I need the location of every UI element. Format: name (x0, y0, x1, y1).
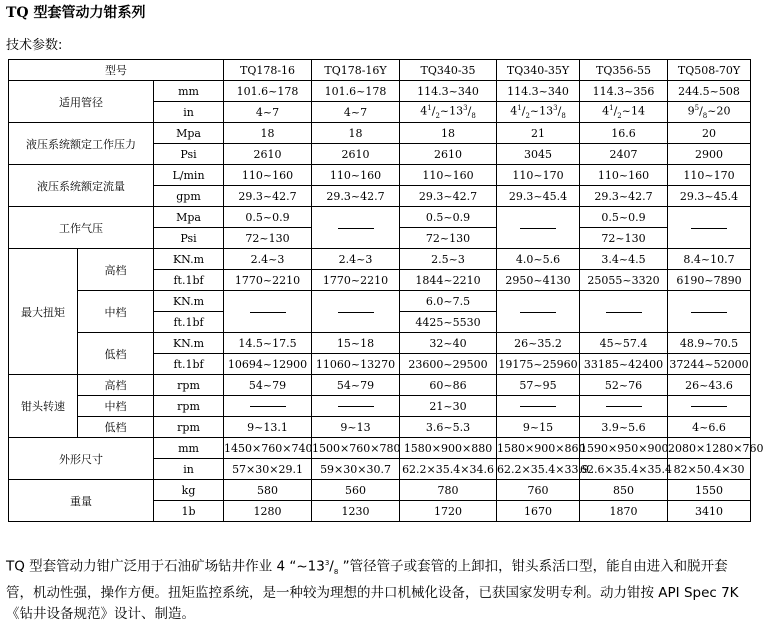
cell: 101.6~178 (312, 81, 400, 102)
cell: 6.0~7.5 (400, 291, 497, 312)
cell: 580 (224, 480, 312, 501)
unit: L/min (154, 165, 224, 186)
fraction-slash: / (557, 104, 562, 118)
cell: 6190~7890 (668, 270, 751, 291)
fraction-den: 2 (617, 111, 622, 120)
unit: in (154, 459, 224, 480)
unit: Mpa (154, 123, 224, 144)
unit: gpm (154, 186, 224, 207)
cell: 2610 (400, 144, 497, 165)
cell: 8.4~10.7 (668, 249, 751, 270)
fraction-whole: ~20 (707, 104, 731, 118)
fraction-whole: ~13 (529, 104, 554, 118)
model-name: TQ178-16Y (312, 60, 400, 81)
empty-dash (668, 396, 751, 417)
cell: 780 (400, 480, 497, 501)
fraction-whole: 4 (420, 104, 428, 118)
cell: 57×30×29.1 (224, 459, 312, 480)
cell (580, 102, 668, 123)
cell: 3.6~5.3 (400, 417, 497, 438)
cell: 48.9~70.5 (668, 333, 751, 354)
cell: 18 (224, 123, 312, 144)
cell: 16.6 (580, 123, 668, 144)
cell: 1770~2210 (224, 270, 312, 291)
cell: 23600~29500 (400, 354, 497, 375)
fraction-den: 8 (561, 111, 566, 120)
fraction-den: 8 (702, 111, 708, 120)
cell: 4~6.6 (668, 417, 751, 438)
table-row (9, 375, 751, 396)
unit: 1b (154, 501, 224, 522)
gear-label: 低档 (78, 333, 154, 375)
cell: 18 (400, 123, 497, 144)
cell: 29.3~45.4 (497, 186, 580, 207)
unit: KN.m (154, 333, 224, 354)
cell: 1670 (497, 501, 580, 522)
gear-label: 高档 (78, 375, 154, 396)
cell: 110~160 (224, 165, 312, 186)
empty-dash (668, 207, 751, 249)
cell: 1550 (668, 480, 751, 501)
row-label: 液压系统额定流量 (9, 165, 154, 207)
fraction-slash: / (613, 104, 618, 118)
table-row (9, 333, 751, 354)
fraction-slash: / (521, 104, 526, 118)
unit: Psi (154, 228, 224, 249)
table-row (9, 165, 751, 186)
page-title: TQ 型套管动力钳系列 (6, 5, 146, 21)
cell: 1580×900×860 (497, 438, 580, 459)
cell: 62.2×35.4×33.9 (497, 459, 580, 480)
fraction-slash: / (329, 558, 334, 575)
cell: 0.5~0.9 (580, 207, 668, 228)
empty-dash (312, 291, 400, 333)
cell: 20 (668, 123, 751, 144)
cell: 4~7 (224, 102, 312, 123)
cell: 72~130 (400, 228, 497, 249)
fraction-whole: ~13 (439, 104, 464, 118)
cell: 3410 (668, 501, 751, 522)
cell: 3045 (497, 144, 580, 165)
row-label: 液压系统额定工作压力 (9, 123, 154, 165)
cell: 101.6~178 (224, 81, 312, 102)
model-name: TQ356-55 (580, 60, 668, 81)
unit: mm (154, 438, 224, 459)
table-row (9, 123, 751, 144)
fraction-num: 1 (517, 104, 522, 113)
cell: 82×50.4×30 (668, 459, 751, 480)
row-label: 适用管径 (9, 81, 154, 123)
cell: 114.3~356 (580, 81, 668, 102)
fraction-num: 1 (427, 104, 432, 113)
cell: 110~160 (312, 165, 400, 186)
cell: 2.4~3 (312, 249, 400, 270)
fraction-slash: / (699, 104, 703, 118)
fraction-den: 2 (525, 111, 530, 120)
table-row (9, 81, 751, 102)
cell: 37244~52000 (668, 354, 751, 375)
fraction-den: 2 (435, 111, 440, 120)
cell: 4.0~5.6 (497, 249, 580, 270)
cell: 3.4~4.5 (580, 249, 668, 270)
unit: KN.m (154, 249, 224, 270)
description-text: ”管径管子或套管的上卸扣，钳头系活口型，能自由进入和脱开套管，机动性强，操作方便。扭矩监控系统，是一种较为理想的井口机械化设备，已获国家发明专利。动力钳按 API Spec 7K《钻井设备规范》设计、制造。 (6, 558, 739, 623)
empty-dash (312, 207, 400, 249)
fraction-slash: / (467, 104, 472, 118)
gear-label: 中档 (78, 396, 154, 417)
cell: 29.3~45.4 (668, 186, 751, 207)
header-label: 型号 (9, 60, 224, 81)
cell: 60~86 (400, 375, 497, 396)
cell: 1590×950×900 (580, 438, 668, 459)
unit: ft.1bf (154, 312, 224, 333)
cell: 26~35.2 (497, 333, 580, 354)
cell: 54~79 (312, 375, 400, 396)
model-name: TQ340-35Y (497, 60, 580, 81)
cell: 850 (580, 480, 668, 501)
empty-dash (312, 396, 400, 417)
cell: 2610 (224, 144, 312, 165)
cell: 1450×760×740 (224, 438, 312, 459)
fraction-num: 3 (324, 559, 330, 567)
cell: 21~30 (400, 396, 497, 417)
cell: 33185~42400 (580, 354, 668, 375)
model-name: TQ178-16 (224, 60, 312, 81)
gear-label: 高档 (78, 249, 154, 291)
cell: 32~40 (400, 333, 497, 354)
cell: 760 (497, 480, 580, 501)
cell: 29.3~42.7 (224, 186, 312, 207)
row-label: 工作气压 (9, 207, 154, 249)
unit: KN.m (154, 291, 224, 312)
empty-dash (497, 396, 580, 417)
description-text: TQ 型套管动力钳广泛用于石油矿场钻井作业 4 “~13 (6, 558, 325, 575)
unit: Psi (154, 144, 224, 165)
fraction-whole: 4 (510, 104, 518, 118)
empty-dash (224, 396, 312, 417)
empty-dash (497, 207, 580, 249)
cell: 114.3~340 (400, 81, 497, 102)
cell: 59×30×30.7 (312, 459, 400, 480)
model-name: TQ508-70Y (668, 60, 751, 81)
cell: 114.3~340 (497, 81, 580, 102)
cell: 110~160 (580, 165, 668, 186)
cell: 560 (312, 480, 400, 501)
table-row (9, 249, 751, 270)
fraction-num: 1 (609, 104, 614, 113)
fraction-den: 8 (333, 568, 339, 577)
cell: 18 (312, 123, 400, 144)
section-subtitle: 技术参数: (6, 38, 63, 53)
fraction-slash: / (431, 104, 436, 118)
cell: 1280 (224, 501, 312, 522)
cell: 110~170 (497, 165, 580, 186)
cell: 1500×760×780 (312, 438, 400, 459)
cell: 110~160 (400, 165, 497, 186)
cell: 52~76 (580, 375, 668, 396)
unit: Mpa (154, 207, 224, 228)
fraction-den: 8 (471, 111, 476, 120)
unit: rpm (154, 417, 224, 438)
table-header-row (9, 60, 751, 81)
gear-label: 中档 (78, 291, 154, 333)
cell: 1770~2210 (312, 270, 400, 291)
unit: in (154, 102, 224, 123)
cell: 0.5~0.9 (400, 207, 497, 228)
unit: ft.1bf (154, 354, 224, 375)
cell: 4~7 (312, 102, 400, 123)
table-row (9, 291, 751, 312)
unit: rpm (154, 396, 224, 417)
table-row (9, 480, 751, 501)
cell: 2.5~3 (400, 249, 497, 270)
cell: 9~13.1 (224, 417, 312, 438)
cell: 0.5~0.9 (224, 207, 312, 228)
cell: 62.6×35.4×35.4 (580, 459, 668, 480)
cell: 4425~5530 (400, 312, 497, 333)
table-row (9, 438, 751, 459)
fraction-num: 3 (553, 104, 558, 113)
gear-label: 低档 (78, 417, 154, 438)
row-label: 钳头转速 (9, 375, 78, 438)
fraction-whole: 4 (602, 104, 610, 118)
spec-table (8, 59, 763, 522)
cell: 2610 (312, 144, 400, 165)
cell: 72~130 (224, 228, 312, 249)
cell: 15~18 (312, 333, 400, 354)
cell: 14.5~17.5 (224, 333, 312, 354)
cell: 62.2×35.4×34.6 (400, 459, 497, 480)
cell (668, 102, 751, 123)
cell: 29.3~42.7 (400, 186, 497, 207)
cell: 19175~25960 (497, 354, 580, 375)
empty-dash (668, 291, 751, 333)
fraction-num: 5 (694, 104, 700, 113)
table-row (9, 417, 751, 438)
empty-dash (580, 396, 668, 417)
table-row (9, 396, 751, 417)
cell: 9~15 (497, 417, 580, 438)
unit: kg (154, 480, 224, 501)
fraction-whole: ~14 (621, 104, 645, 118)
cell: 25055~3320 (580, 270, 668, 291)
cell: 2407 (580, 144, 668, 165)
cell: 11060~13270 (312, 354, 400, 375)
unit: ft.1bf (154, 270, 224, 291)
cell: 29.3~42.7 (312, 186, 400, 207)
empty-dash (580, 291, 668, 333)
cell: 2900 (668, 144, 751, 165)
cell: 26~43.6 (668, 375, 751, 396)
fraction-num: 3 (463, 104, 468, 113)
cell: 9~13 (312, 417, 400, 438)
cell: 1230 (312, 501, 400, 522)
cell: 29.3~42.7 (580, 186, 668, 207)
cell: 72~130 (580, 228, 668, 249)
row-label: 重量 (9, 480, 154, 522)
cell (497, 102, 580, 123)
cell: 244.5~508 (668, 81, 751, 102)
cell: 1720 (400, 501, 497, 522)
cell: 1580×900×880 (400, 438, 497, 459)
cell: 2080×1280×760 (668, 438, 751, 459)
cell: 45~57.4 (580, 333, 668, 354)
unit: rpm (154, 375, 224, 396)
row-label: 外形尺寸 (9, 438, 154, 480)
empty-dash (224, 291, 312, 333)
cell: 2.4~3 (224, 249, 312, 270)
cell: 54~79 (224, 375, 312, 396)
cell: 3.9~5.6 (580, 417, 668, 438)
cell: 57~95 (497, 375, 580, 396)
fraction-whole: 9 (687, 104, 695, 118)
empty-dash (497, 291, 580, 333)
cell: 10694~12900 (224, 354, 312, 375)
cell: 1844~2210 (400, 270, 497, 291)
row-label: 最大扭矩 (9, 249, 78, 375)
cell: 1870 (580, 501, 668, 522)
description-paragraph (6, 553, 754, 625)
cell: 2950~4130 (497, 270, 580, 291)
cell: 110~170 (668, 165, 751, 186)
model-name: TQ340-35 (400, 60, 497, 81)
table-row (9, 207, 751, 228)
cell: 21 (497, 123, 580, 144)
unit: mm (154, 81, 224, 102)
cell (400, 102, 497, 123)
